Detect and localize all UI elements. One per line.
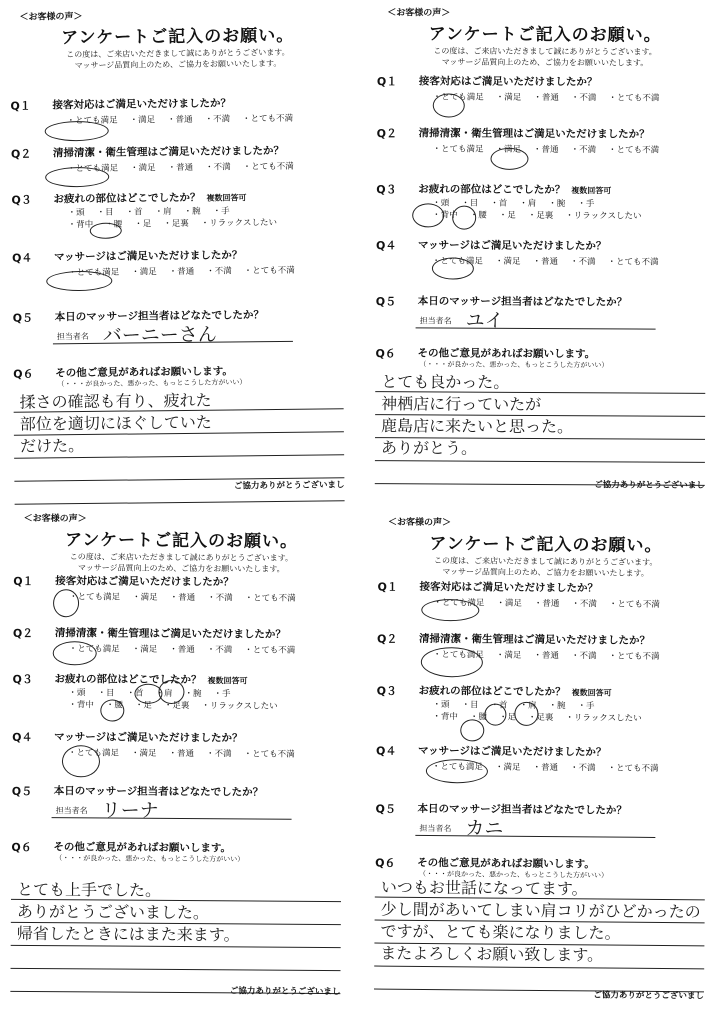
satisfaction-option[interactable]: ・不満: [570, 651, 597, 662]
comment-line: 帰省したときにはまた来ます。: [16, 923, 240, 945]
question-6-number: Q６: [13, 367, 34, 381]
body-part-option[interactable]: ・手: [213, 689, 231, 700]
question-1-label: 接客対応はご満足いただけましたか？: [55, 575, 234, 589]
q4-answer-circle: [62, 745, 100, 777]
satisfaction-option[interactable]: ・普通: [533, 650, 560, 662]
staff-name-label: 担当者名: [56, 331, 89, 342]
question-2: [12, 625, 353, 656]
survey-title: アンケートご記入のお願い。: [61, 25, 295, 49]
question-5-label: 本日のマッサージ担当者はどなたでしたか？: [53, 785, 264, 799]
satisfaction-option[interactable]: ・満足: [494, 256, 521, 267]
body-part-option[interactable]: ・腰: [105, 700, 123, 711]
question-2-number: Q２: [10, 147, 32, 161]
satisfaction-option[interactable]: ・とても不満: [242, 161, 294, 173]
satisfaction-option[interactable]: ・普通: [168, 748, 195, 760]
q3-answer-circle: [484, 703, 506, 725]
body-part-option[interactable]: ・首: [490, 700, 508, 711]
question-4-label: マッサージはご満足いただけましたか？: [418, 744, 607, 759]
staff-name-line: [416, 327, 656, 329]
satisfaction-option[interactable]: ・とても満足: [432, 92, 484, 103]
question-6-label: その他ご意見があればお願いします。: [417, 347, 596, 361]
q1-options: [433, 90, 660, 103]
satisfaction-option[interactable]: ・普通: [169, 644, 195, 656]
question-4: [375, 237, 716, 268]
comment-hint: （・・・が良かった、悪かった、もっとこうした方がいい）: [418, 869, 609, 880]
satisfaction-option[interactable]: ・満足: [131, 267, 157, 278]
question-4-number: Q４: [375, 239, 397, 253]
satisfaction-option[interactable]: ・とても満足: [68, 267, 120, 279]
question-1-text: [55, 573, 234, 589]
satisfaction-option[interactable]: ・不満: [207, 593, 233, 604]
multiple-answer-note: 複数回答可: [571, 688, 612, 698]
question-1-label: 接客対応はご満足いただけましたか？: [419, 580, 599, 595]
question-6-number: Q６: [375, 347, 396, 361]
comment-hint: （・・・が良かった、悪かった、もっとこうした方がいい）: [57, 378, 247, 389]
q3-answer-circle: [514, 702, 538, 726]
question-5: [375, 801, 716, 840]
satisfaction-option[interactable]: ・とても満足: [67, 163, 119, 175]
comment-hint: （・・・が良かった、悪かった、もっとこうした方がいい）: [55, 854, 245, 864]
question-5-text: [418, 293, 627, 309]
body-part-option[interactable]: ・頭: [432, 700, 450, 711]
body-part-option[interactable]: ・背中: [68, 700, 94, 711]
multiple-answer-note: 複数回答可: [571, 186, 612, 196]
satisfaction-option[interactable]: ・満足: [495, 650, 522, 661]
thanks-text: ご協力ありがとうございまし: [594, 480, 705, 491]
question-5-label: 本日のマッサージ担当者はどなたでしたか？: [54, 309, 265, 324]
question-3-number: Q３: [376, 183, 397, 197]
question-3-number: Q３: [376, 684, 398, 698]
body-part-option[interactable]: ・足: [498, 712, 516, 723]
staff-name-label: 担当者名: [419, 316, 452, 326]
question-3: [12, 671, 353, 712]
question-1-number: Q１: [377, 580, 398, 594]
satisfaction-option[interactable]: ・不満: [205, 162, 231, 173]
thanks-text: ご協力ありがとうございまし: [233, 480, 345, 492]
satisfaction-option[interactable]: ・不満: [569, 257, 596, 268]
satisfaction-option[interactable]: ・とても満足: [431, 256, 483, 267]
q1-answer-circle: [433, 93, 465, 117]
satisfaction-option[interactable]: ・満足: [131, 748, 157, 759]
satisfaction-option[interactable]: ・満足: [131, 644, 158, 655]
body-part-option[interactable]: ・腰: [105, 219, 123, 230]
question-6: [375, 345, 716, 370]
satisfaction-option[interactable]: ・満足: [495, 144, 522, 155]
satisfaction-option[interactable]: ・とても満足: [432, 650, 484, 661]
question-2-label: 清掃清潔・衛生管理はご満足いただけましたか？: [418, 127, 650, 141]
intro-line: マッサージ品質向上のため、ご協力をお願いいたします。: [74, 58, 282, 71]
body-part-option[interactable]: ・腕: [548, 701, 566, 712]
satisfaction-option[interactable]: ・普通: [533, 144, 559, 156]
question-2-label: 清掃清潔・衛生管理はご満足いただけましたか？: [419, 632, 651, 647]
question-1-label: 接客対応はご満足いただけましたか？: [418, 75, 598, 89]
question-4-label: マッサージはご満足いただけましたか？: [53, 249, 243, 264]
intro-line: マッサージ品質向上のため、ご協力をお願いいたします。: [78, 563, 285, 574]
staff-name-line: [415, 835, 655, 838]
satisfaction-option[interactable]: ・普通: [167, 114, 193, 126]
survey-card: [370, 515, 718, 1008]
satisfaction-option[interactable]: ・不満: [570, 93, 597, 104]
body-part-option[interactable]: ・頭: [67, 207, 85, 219]
body-part-option[interactable]: ・足: [134, 700, 152, 711]
q2-options: [433, 142, 660, 155]
question-5-number: Q５: [375, 802, 396, 816]
satisfaction-option[interactable]: ・不満: [206, 749, 232, 760]
body-part-option[interactable]: ・リラックスしたい: [201, 701, 278, 712]
satisfaction-option[interactable]: ・不満: [204, 114, 231, 125]
multiple-answer-note: 複数回答可: [206, 193, 247, 203]
question-5: [11, 783, 352, 822]
body-part-option[interactable]: ・手: [577, 701, 595, 712]
question-6-label: その他ご意見があればお願いします。: [53, 841, 232, 855]
question-2-text: [419, 125, 650, 141]
body-part-option[interactable]: ・リラックスしたい: [200, 217, 278, 229]
q3-answer-circle: [158, 680, 184, 704]
body-part-option[interactable]: ・足裏: [527, 210, 554, 222]
question-5: [375, 293, 716, 332]
body-part-option[interactable]: ・頭: [432, 198, 450, 209]
question-3-text: [53, 189, 246, 206]
question-4-label: マッサージはご満足いただけましたか？: [54, 731, 243, 745]
question-1-label: 接客対応はご満足いただけましたか？: [52, 97, 231, 112]
customer-voice-label: ＜お客様の声＞: [388, 517, 452, 529]
survey-title: アンケートご記入のお願い。: [428, 24, 662, 46]
satisfaction-option[interactable]: ・満足: [129, 115, 156, 126]
comment-rule: [14, 455, 344, 481]
question-3-number: Q３: [11, 193, 32, 207]
body-part-option[interactable]: ・足裏: [163, 700, 190, 712]
q3-answer-circle: [460, 719, 484, 741]
question-4-number: Q４: [12, 730, 33, 744]
satisfaction-option[interactable]: ・とても不満: [244, 645, 296, 656]
satisfaction-option[interactable]: ・とても不満: [608, 599, 660, 611]
q4-options: [68, 746, 295, 760]
q4-answer-circle: [46, 271, 112, 292]
question-4: [376, 743, 716, 774]
question-1-text: [419, 579, 598, 596]
body-part-option[interactable]: ・腕: [548, 199, 566, 210]
survey-card: [5, 6, 354, 500]
q4-answer-circle: [432, 257, 474, 279]
body-part-option[interactable]: ・首: [125, 207, 143, 218]
body-part-option[interactable]: ・リラックスしたい: [565, 211, 642, 222]
comment-line: またよろしくお願い致します。: [380, 943, 604, 965]
q2-answer-circle: [45, 167, 109, 188]
satisfaction-option[interactable]: ・とても不満: [607, 763, 659, 774]
question-2-text: [53, 143, 284, 160]
q3-answer-circle: [90, 223, 122, 239]
thanks-text: ご協力ありがとうございまし: [593, 990, 704, 1002]
question-1-text: [52, 95, 231, 112]
satisfaction-option[interactable]: ・とても不満: [243, 265, 295, 277]
body-part-option[interactable]: ・足裏: [163, 218, 189, 230]
satisfaction-option[interactable]: ・普通: [533, 92, 559, 104]
satisfaction-option[interactable]: ・不満: [206, 645, 233, 656]
customer-voice-label: ＜お客様の声＞: [387, 8, 451, 19]
q3-answer-circle: [452, 206, 476, 230]
satisfaction-option[interactable]: ・満足: [495, 92, 522, 103]
question-1-number: Q１: [376, 75, 398, 89]
staff-name-label: 担当者名: [55, 806, 88, 816]
intro-text: [9, 551, 353, 575]
q3-answer-circle: [412, 203, 444, 227]
body-part-option[interactable]: ・足裏: [527, 712, 554, 724]
question-5-label: 本日のマッサージ担当者はどなたでしたか？: [417, 802, 627, 817]
question-3: [376, 683, 717, 724]
q4-answer-circle: [426, 759, 488, 784]
body-part-option[interactable]: ・肩: [155, 688, 173, 699]
comment-hint: （・・・が良かった、悪かった、もっとこうした方がいい）: [419, 360, 609, 370]
satisfaction-option[interactable]: ・とても満足: [66, 115, 118, 127]
body-part-option[interactable]: ・腰: [469, 210, 487, 221]
question-3-number: Q３: [12, 672, 33, 686]
question-2-text: [419, 631, 650, 648]
comment-rule: [11, 946, 341, 971]
body-part-option[interactable]: ・背中: [432, 712, 458, 723]
intro-line: この度は、ご来店いただきまして誠にありがとうございます。: [434, 556, 658, 567]
intro-line: マッサージ品質向上のため、ご協力をお願いいたします。: [442, 567, 649, 578]
q1-answer-circle: [45, 121, 109, 142]
comment-handwritten[interactable]: [380, 877, 701, 968]
question-6-label: その他ご意見があればお願いします。: [55, 365, 233, 380]
question-1: [376, 73, 717, 104]
question-5-label: 本日のマッサージ担当者はどなたでしたか？: [417, 295, 628, 309]
multiple-answer-note: 複数回答可: [207, 676, 248, 686]
intro-line: この度は、ご来店いただきまして誠にありがとうございます。: [69, 552, 294, 563]
satisfaction-option[interactable]: ・とても不満: [608, 145, 660, 156]
comment-line: 少し間があいてしまい肩コリがひどかったの: [380, 899, 701, 922]
body-part-option[interactable]: ・目: [96, 207, 114, 218]
survey-title: アンケートご記入のお願い。: [64, 530, 299, 552]
satisfaction-option[interactable]: ・満足: [130, 163, 156, 174]
question-4-text: [54, 729, 242, 745]
satisfaction-option[interactable]: ・満足: [496, 598, 522, 609]
body-part-option[interactable]: ・腕: [184, 689, 202, 700]
question-2-number: Q２: [377, 632, 398, 646]
body-part-option[interactable]: ・背中: [432, 210, 458, 221]
body-part-option[interactable]: ・手: [577, 199, 595, 210]
question-5-text: [418, 801, 627, 818]
intro-line: この度は、ご来店いただきまして誠にありがとうございます。: [433, 46, 657, 57]
question-3: [376, 181, 716, 222]
question-5-number: Q５: [375, 295, 397, 309]
body-part-option[interactable]: ・目: [461, 198, 479, 209]
body-part-option[interactable]: ・腕: [183, 206, 201, 217]
staff-name-label: 担当者名: [419, 823, 452, 834]
satisfaction-option[interactable]: ・不満: [571, 599, 597, 610]
body-part-option[interactable]: ・首: [490, 198, 508, 209]
comment-line: ありがとう。: [380, 438, 478, 458]
comment-handwritten[interactable]: [17, 879, 240, 947]
comment-line: ありがとうございました。: [16, 901, 209, 923]
question-4-label: マッサージはご満足いただけましたか？: [417, 239, 607, 253]
question-2-label: 清掃清潔・衛生管理はご満足いただけましたか？: [54, 627, 286, 641]
satisfaction-option[interactable]: ・普通: [533, 598, 560, 610]
question-1-number: Q１: [13, 574, 34, 588]
question-4-text: [418, 237, 606, 253]
question-4-text: [418, 743, 606, 760]
question-6-number: Q６: [11, 840, 32, 854]
question-4-text: [54, 247, 243, 264]
question-1-text: [419, 73, 598, 89]
satisfaction-option[interactable]: ・普通: [169, 592, 196, 604]
comment-handwritten[interactable]: [381, 371, 573, 460]
comment-line: とても上手でした。: [17, 879, 162, 900]
question-2: [10, 142, 351, 175]
question-2: [376, 125, 717, 156]
satisfaction-option[interactable]: ・とても満足: [433, 598, 485, 609]
body-part-option[interactable]: ・腰: [469, 712, 487, 723]
comment-line: 部位を適切にほぐしていた: [19, 412, 212, 434]
question-1-number: Q１: [10, 99, 31, 113]
body-part-option[interactable]: ・肩: [519, 198, 537, 209]
question-2-label: 清掃清潔・衛生管理はご満足いただけましたか？: [52, 144, 284, 160]
question-1: [10, 94, 350, 127]
question-3: [11, 188, 351, 231]
comment-line: とても良かった。: [381, 372, 510, 392]
intro-text: [6, 46, 350, 72]
q3-answer-circle: [100, 699, 124, 721]
comment-line: ですが、とても楽になりました。: [380, 921, 621, 943]
body-part-option[interactable]: ・背中: [67, 219, 94, 231]
customer-voice-label: ＜お客様の声＞: [19, 12, 83, 23]
body-part-option[interactable]: ・肩: [154, 207, 172, 218]
satisfaction-option[interactable]: ・普通: [532, 762, 559, 774]
question-2-number: Q２: [12, 626, 34, 640]
satisfaction-option[interactable]: ・とても満足: [67, 748, 120, 759]
question-5-number: Q５: [12, 311, 34, 325]
satisfaction-option[interactable]: ・普通: [532, 256, 559, 268]
question-3-label: お疲れの部位はどこでしたか？: [54, 673, 202, 687]
question-6: [11, 839, 351, 864]
body-part-option[interactable]: ・手: [212, 206, 230, 217]
question-4: [12, 729, 352, 760]
question-2: [377, 631, 717, 663]
satisfaction-option[interactable]: ・とても満足: [431, 762, 484, 773]
satisfaction-option[interactable]: ・とても不満: [607, 257, 659, 268]
body-part-option[interactable]: ・目: [461, 700, 479, 711]
comment-line: 揉さの確認も有り、疲れた: [19, 390, 212, 412]
comment-line: 神栖店に行っていたが: [381, 394, 542, 414]
body-part-option[interactable]: ・リラックスしたい: [565, 713, 642, 724]
body-part-option[interactable]: ・肩: [519, 700, 537, 711]
q2-answer-circle: [490, 148, 528, 170]
customer-voice-label: ＜お客様の声＞: [23, 513, 87, 525]
question-5-number: Q５: [11, 784, 33, 798]
intro-line: この度は、ご来店いただきまして誠にありがとうございます。: [66, 47, 290, 60]
staff-name-handwritten[interactable]: リーナ: [101, 799, 159, 822]
question-3-label: お疲れの部位はどこでしたか？: [418, 684, 566, 699]
satisfaction-option[interactable]: ・とても満足: [68, 644, 120, 655]
question-3-label: お疲れの部位はどこでしたか？: [418, 183, 566, 197]
satisfaction-option[interactable]: ・とても不満: [608, 93, 660, 104]
intro-text: [373, 45, 717, 69]
question-2-number: Q２: [376, 127, 398, 141]
q1-answer-circle: [421, 599, 479, 622]
q2-options: [69, 642, 296, 656]
satisfaction-option[interactable]: ・とても不満: [608, 651, 660, 663]
survey-card: [6, 511, 353, 1003]
body-part-option[interactable]: ・目: [97, 688, 115, 699]
satisfaction-option[interactable]: ・とても不満: [242, 113, 294, 125]
question-6-label: その他ご意見があればお願いします。: [417, 856, 595, 871]
satisfaction-option[interactable]: ・不満: [569, 763, 596, 774]
comment-line: いつもお世話になってます。: [380, 877, 588, 899]
comment-handwritten[interactable]: [19, 390, 212, 458]
staff-name-handwritten[interactable]: バーニーさん: [102, 323, 217, 347]
question-3-label: お疲れの部位はどこでしたか？: [53, 191, 201, 206]
satisfaction-option[interactable]: ・とても満足: [432, 144, 484, 155]
satisfaction-option[interactable]: ・とても不満: [244, 593, 296, 604]
intro-line: マッサージ品質向上のため、ご協力をお願いいたします。: [441, 57, 649, 68]
body-part-option[interactable]: ・足: [134, 219, 152, 230]
staff-name-line: [52, 817, 292, 820]
satisfaction-option[interactable]: ・とても不満: [243, 749, 295, 760]
satisfaction-option[interactable]: ・不満: [206, 266, 232, 277]
question-6: [13, 362, 353, 389]
question-6-number: Q６: [375, 856, 396, 870]
question-3-text: [419, 683, 612, 700]
question-4-number: Q４: [11, 251, 33, 265]
satisfaction-option[interactable]: ・普通: [168, 266, 195, 278]
question-4: [11, 246, 352, 279]
thanks-text: ご協力ありがとうございまし: [229, 986, 341, 998]
question-5: [12, 306, 353, 347]
question-2-text: [55, 625, 286, 642]
question-3-text: [418, 181, 611, 197]
q2-answer-circle: [53, 641, 97, 665]
q1-options: [69, 590, 296, 604]
question-4-number: Q４: [376, 744, 397, 758]
q2-answer-circle: [421, 647, 483, 678]
intro-text: [374, 555, 718, 580]
satisfaction-option[interactable]: ・満足: [494, 762, 521, 773]
staff-name-handwritten[interactable]: カニ: [465, 817, 504, 840]
question-6: [375, 855, 715, 880]
staff-name-handwritten[interactable]: ユイ: [465, 309, 504, 332]
satisfaction-option[interactable]: ・満足: [132, 592, 158, 603]
q1-answer-circle: [53, 589, 79, 617]
body-part-option[interactable]: ・首: [126, 688, 144, 699]
survey-title: アンケートご記入のお願い。: [429, 533, 663, 557]
body-part-option[interactable]: ・頭: [68, 688, 86, 699]
satisfaction-option[interactable]: ・普通: [167, 162, 194, 174]
comment-line: だけた。: [19, 436, 85, 456]
body-part-option[interactable]: ・足: [498, 210, 516, 221]
satisfaction-option[interactable]: ・不満: [570, 145, 597, 156]
comment-line: 鹿島店に来たいと思った。: [381, 416, 574, 437]
satisfaction-option[interactable]: ・とても満足: [69, 592, 121, 603]
survey-card: [371, 5, 718, 497]
